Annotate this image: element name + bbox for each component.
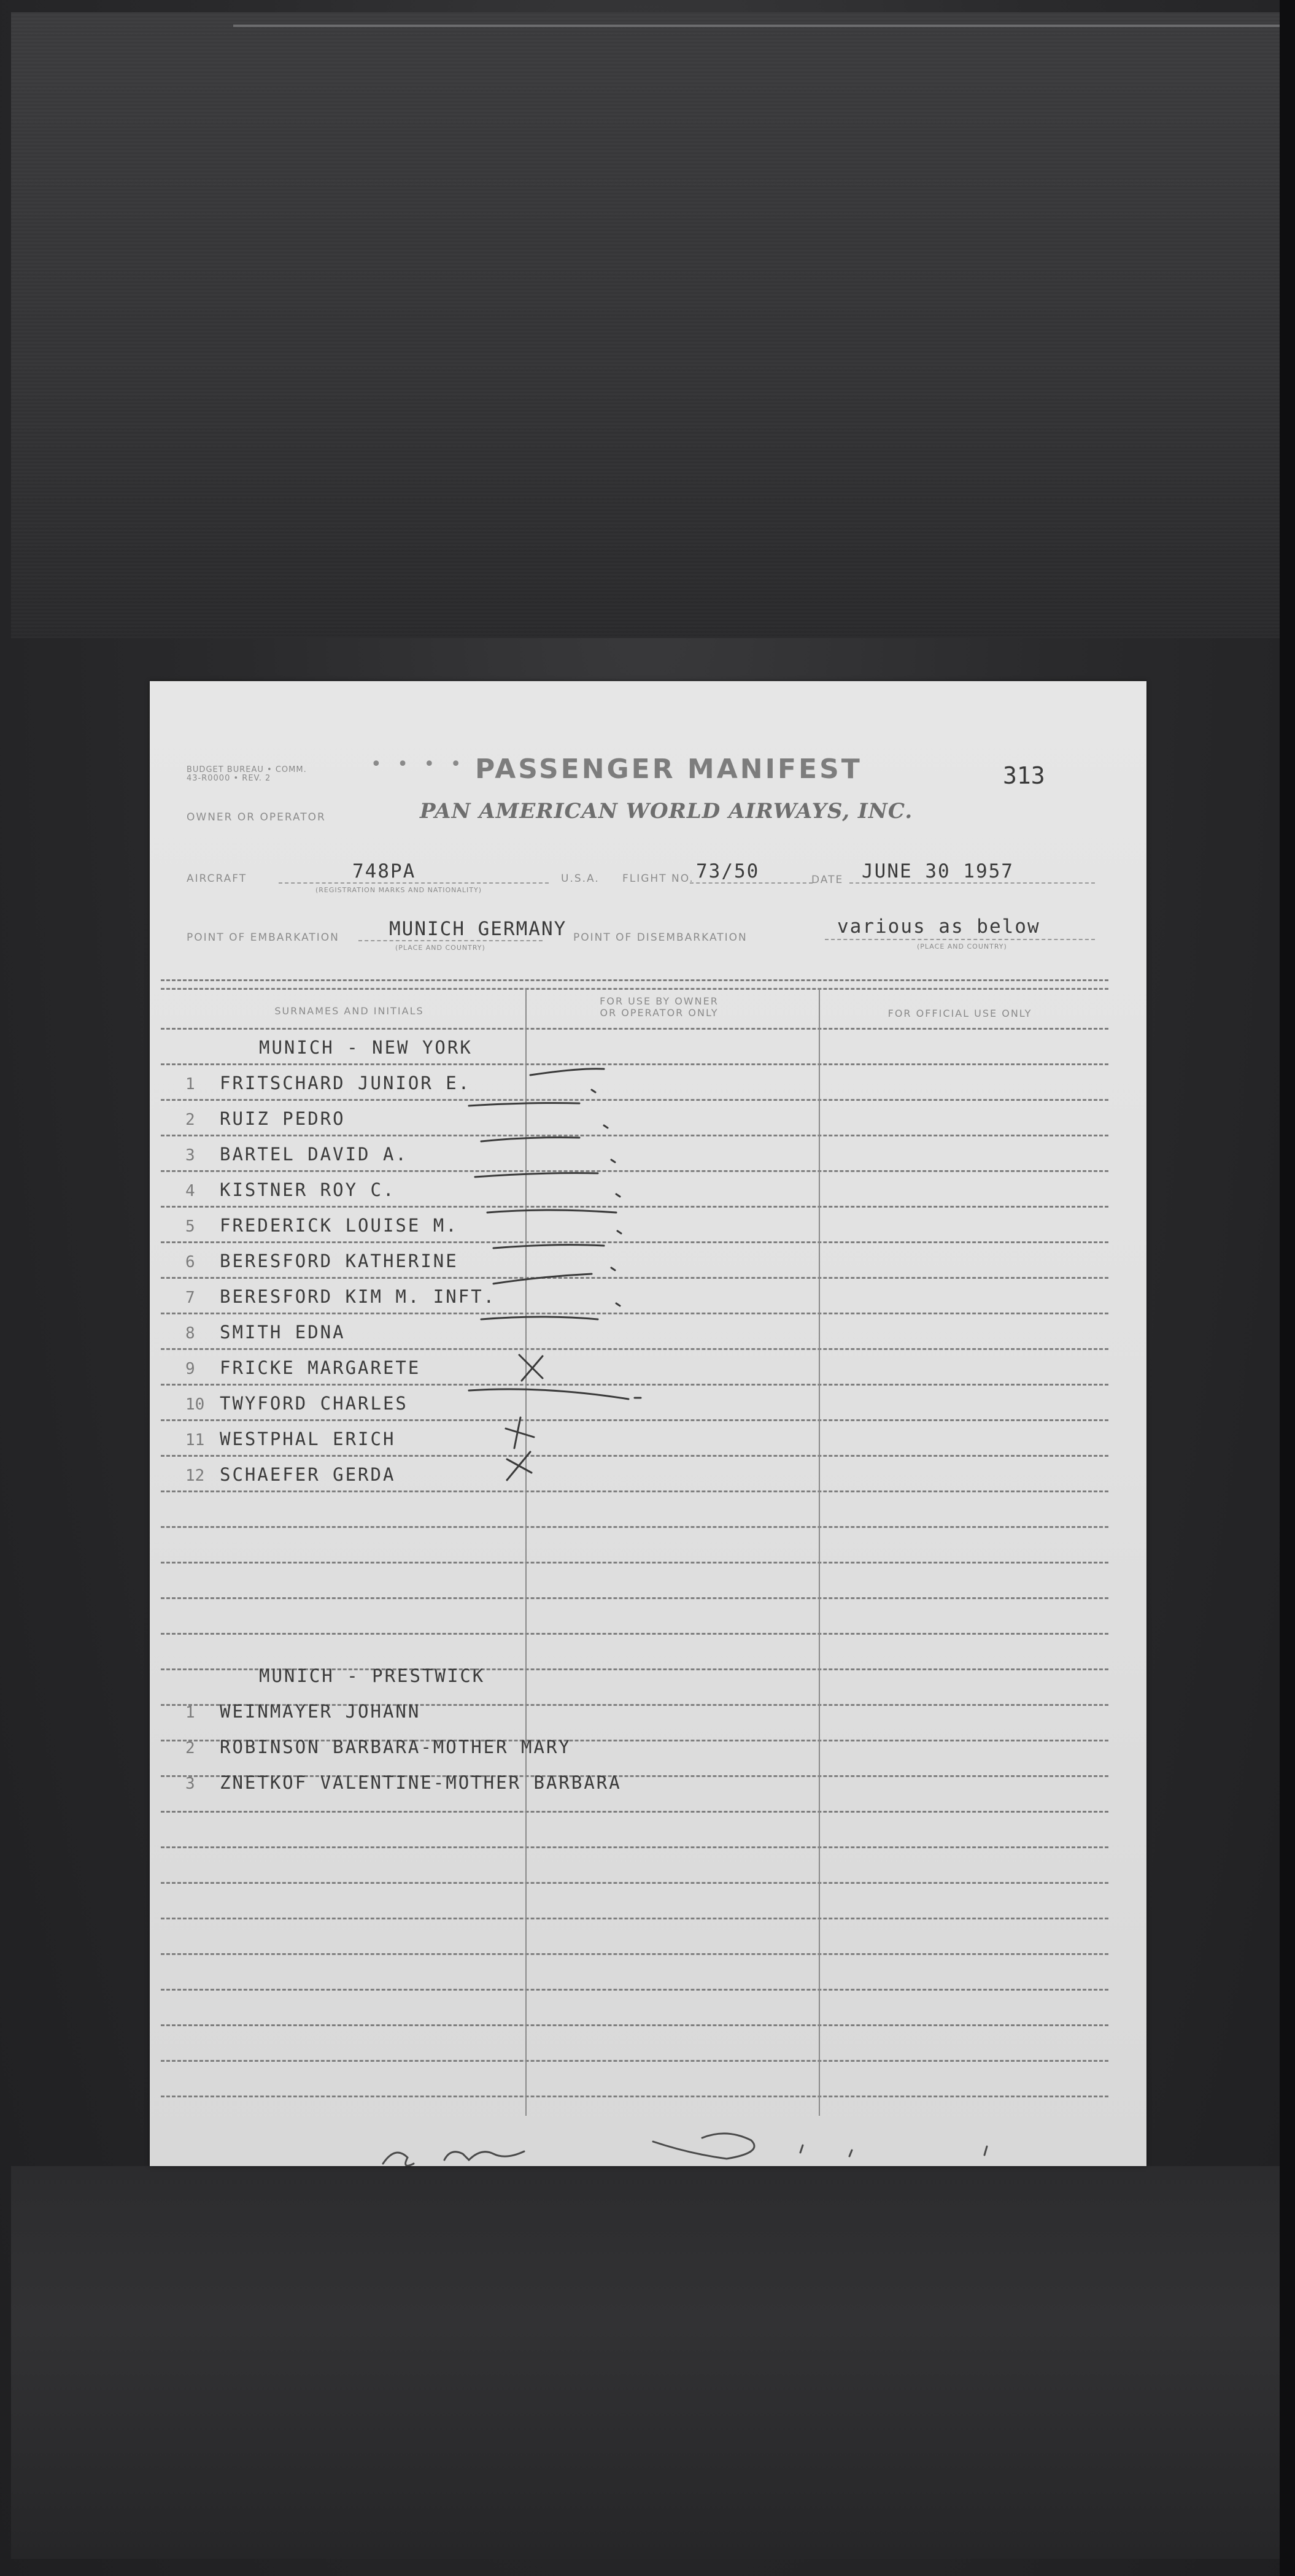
passenger-name: BERESFORD KATHERINE (220, 1251, 458, 1271)
table-rule-line (161, 1384, 1108, 1386)
table-rule-line (161, 1526, 1108, 1528)
column-divider-right (819, 988, 820, 2116)
usa-label: U.S.A. (561, 873, 600, 885)
table-rule-line (161, 1918, 1108, 1919)
passenger-name: ROBINSON BARBARA-MOTHER MARY (220, 1737, 571, 1757)
table-rule-line (161, 1562, 1108, 1564)
tick-mark-4 (475, 1173, 598, 1177)
handwritten-marks (150, 681, 1146, 2166)
cross-mark-9 (519, 1355, 543, 1381)
page-number: 313 (1003, 762, 1045, 789)
flight-value: 73/50 (696, 860, 760, 882)
tick-mark-7 (493, 1274, 592, 1284)
tick-mark-6 (493, 1245, 604, 1248)
table-rule-line (161, 1490, 1108, 1492)
date-value: JUNE 30 1957 (862, 860, 1014, 882)
passenger-row-number: 7 (185, 1289, 195, 1307)
passenger-name: TWYFORD CHARLES (220, 1393, 408, 1414)
table-rule-line (161, 1028, 1108, 1030)
column-header-owner: FOR USE BY OWNER OR OPERATOR ONLY (600, 995, 719, 1019)
table-rule-line (161, 1063, 1108, 1065)
passenger-name: ZNETKOF VALENTINE-MOTHER BARBARA (220, 1772, 622, 1793)
passenger-name: FRICKE MARGARETE (220, 1357, 421, 1378)
flight-underline (690, 882, 813, 884)
passenger-name: WESTPHAL ERICH (220, 1429, 396, 1449)
title-dots: • • • • (371, 754, 466, 775)
table-rule-line (161, 1419, 1108, 1421)
embarkation-note: (PLACE AND COUNTRY) (395, 944, 485, 952)
passenger-name: SMITH EDNA (220, 1322, 346, 1343)
passenger-name: FRITSCHARD JUNIOR E. (220, 1073, 471, 1093)
tick-mark-3 (481, 1138, 579, 1141)
disembarkation-note: (PLACE AND COUNTRY) (917, 943, 1007, 951)
route-heading-1: MUNICH - NEW YORK (259, 1037, 473, 1058)
passenger-row-number: 3 (185, 1775, 195, 1793)
column-divider-left (525, 988, 527, 2116)
owner-label: OWNER OR OPERATOR (187, 811, 326, 823)
tick-mark-10 (469, 1389, 628, 1399)
table-rule-line (161, 1277, 1108, 1279)
form-code: BUDGET BUREAU • COMM. 43-R0000 • REV. 2 (187, 765, 307, 783)
passenger-row-number: 10 (185, 1395, 205, 1414)
passenger-row-number: 11 (185, 1431, 205, 1449)
tick-mark-1 (530, 1069, 604, 1075)
flight-label: FLIGHT NO. (622, 873, 694, 885)
blank-film-area (11, 12, 1284, 638)
page-title: PASSENGER MANIFEST (475, 754, 862, 785)
table-rule-line (161, 1953, 1108, 1955)
aircraft-label: AIRCRAFT (187, 873, 247, 885)
tick-mark-2 (469, 1103, 579, 1106)
table-rule-line (161, 1846, 1108, 1848)
passenger-row-number: 6 (185, 1253, 195, 1271)
passenger-row-number: 1 (185, 1703, 195, 1722)
embarkation-value: MUNICH GERMANY (389, 918, 567, 940)
passenger-row-number: 5 (185, 1217, 195, 1236)
table-rule-line (161, 2096, 1108, 2097)
film-border (1280, 0, 1295, 2576)
passenger-name: BARTEL DAVID A. (220, 1144, 408, 1165)
table-rule-line (161, 1241, 1108, 1243)
date-underline (849, 882, 1095, 884)
aircraft-note: (REGISTRATION MARKS AND NATIONALITY) (315, 886, 482, 894)
table-rule-line (161, 1633, 1108, 1635)
aircraft-underline (279, 882, 549, 884)
film-edge-line (233, 25, 1289, 27)
passenger-name: BERESFORD KIM M. INFT. (220, 1286, 497, 1307)
embarkation-underline (358, 940, 543, 941)
bottom-signature-scribble (383, 2134, 987, 2165)
column-header-names: SURNAMES AND INITIALS (274, 1005, 424, 1017)
passenger-name: FREDERICK LOUISE M. (220, 1215, 458, 1236)
blank-film-area-bottom (11, 2166, 1284, 2559)
passenger-row-number: 3 (185, 1146, 195, 1165)
date-label: DATE (811, 874, 844, 886)
table-rule-line (161, 979, 1108, 981)
table-rule-line (161, 1348, 1108, 1350)
passenger-name: KISTNER ROY C. (220, 1179, 396, 1200)
disembarkation-underline (825, 939, 1095, 940)
passenger-row-number: 4 (185, 1182, 195, 1200)
tick-mark-8 (481, 1317, 598, 1319)
passenger-row-number: 2 (185, 1111, 195, 1129)
table-rule-line (161, 2060, 1108, 2062)
table-rule-line (161, 1135, 1108, 1136)
passenger-name: SCHAEFER GERDA (220, 1464, 396, 1485)
passenger-manifest-sheet (150, 681, 1146, 2166)
passenger-row-number: 9 (185, 1360, 195, 1378)
table-rule-line (161, 1989, 1108, 1991)
passenger-row-number: 8 (185, 1324, 195, 1343)
disembarkation-label: POINT OF DISEMBARKATION (573, 931, 748, 944)
passenger-row-number: 12 (185, 1467, 205, 1485)
passenger-row-number: 2 (185, 1739, 195, 1757)
airline-name: PAN AMERICAN WORLD AIRWAYS, INC. (420, 799, 913, 823)
cross-mark-11 (506, 1417, 534, 1448)
table-rule-line (161, 1313, 1108, 1314)
table-rule-line (161, 1882, 1108, 1884)
tick-mark-5 (487, 1210, 616, 1213)
table-rule-line (161, 1811, 1108, 1813)
table-rule-line (161, 1170, 1108, 1172)
column-header-official: FOR OFFICIAL USE ONLY (887, 1008, 1032, 1019)
table-rule-line (161, 988, 1108, 990)
passenger-row-number: 1 (185, 1075, 195, 1093)
table-rule-line (161, 1206, 1108, 1208)
aircraft-value: 748PA (352, 860, 416, 882)
table-rule-line (161, 2024, 1108, 2026)
embarkation-label: POINT OF EMBARKATION (187, 931, 339, 944)
passenger-name: WEINMAYER JOHANN (220, 1701, 421, 1722)
passenger-name: RUIZ PEDRO (220, 1108, 346, 1129)
table-rule-line (161, 1597, 1108, 1599)
disembarkation-value: various as below (837, 916, 1040, 938)
route-heading-2: MUNICH - PRESTWICK (259, 1665, 485, 1686)
table-rule-line (161, 1455, 1108, 1457)
table-rule-line (161, 1099, 1108, 1101)
